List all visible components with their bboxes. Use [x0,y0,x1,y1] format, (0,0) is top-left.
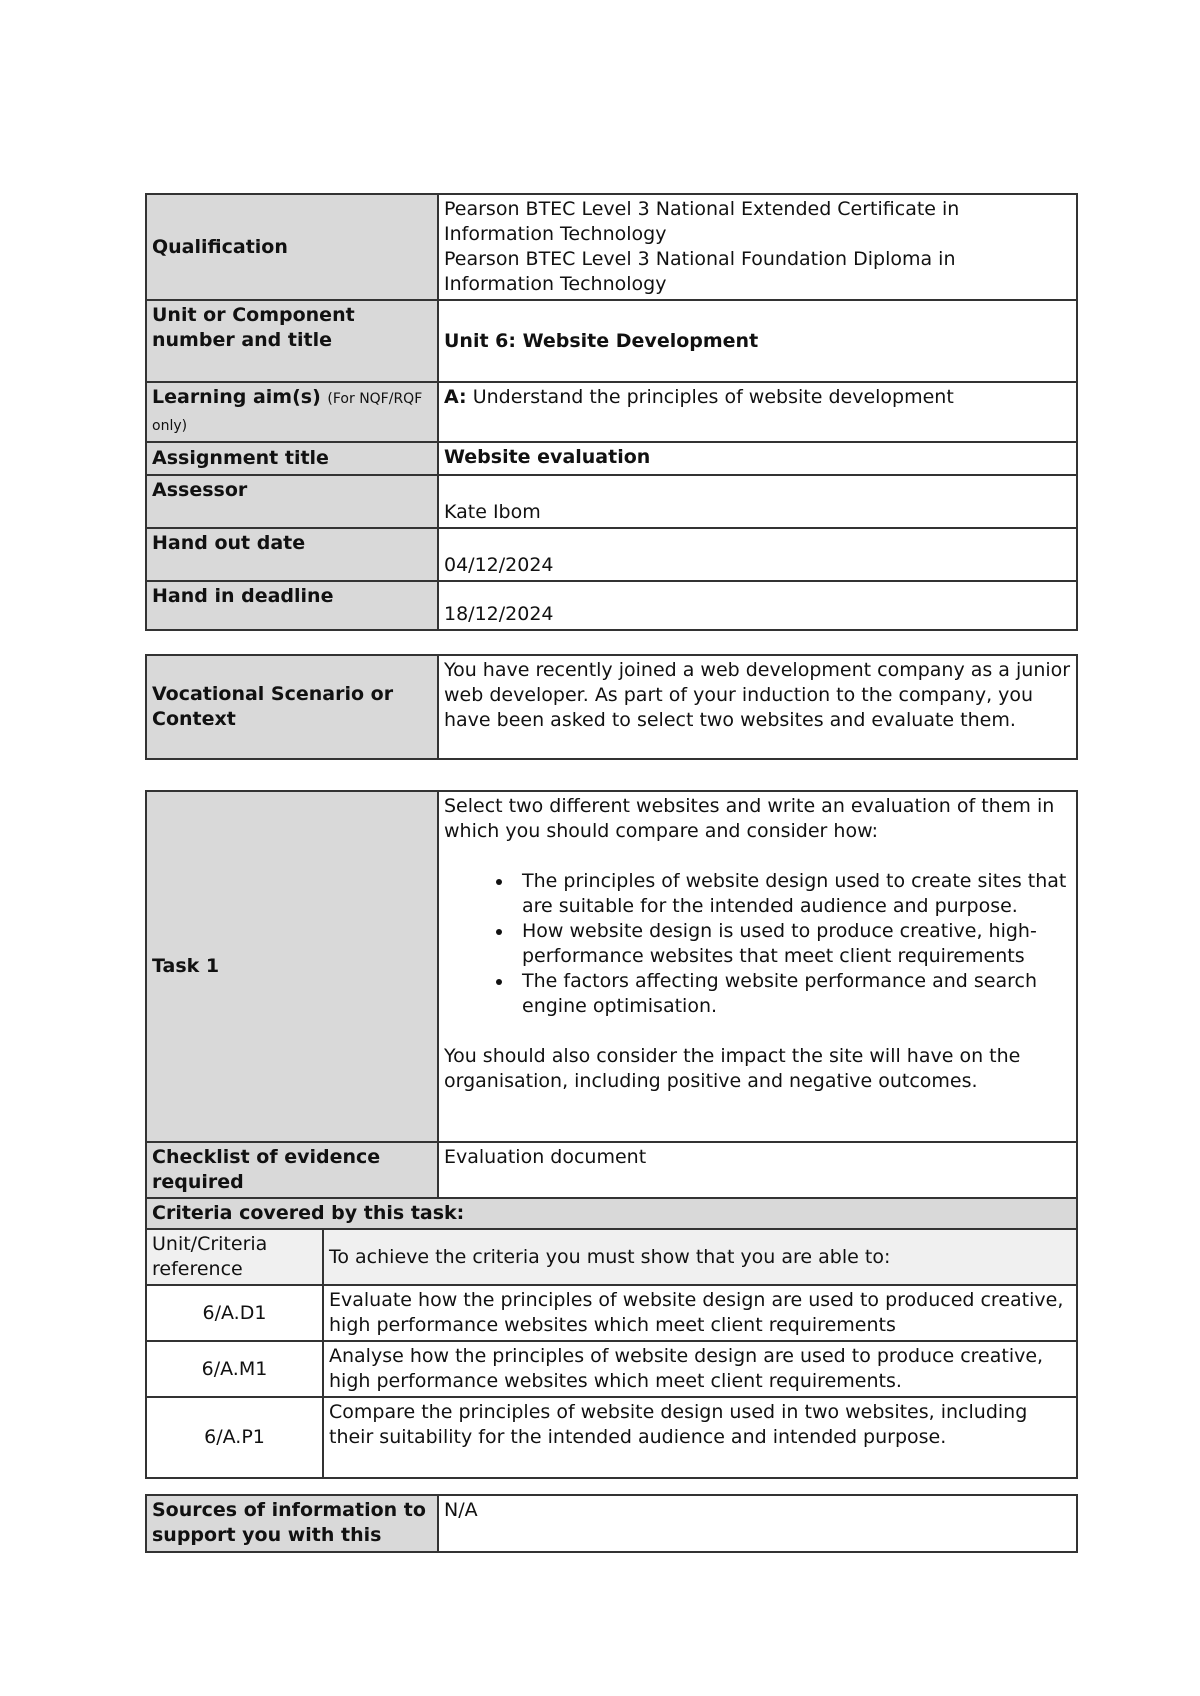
criteria-text: Evaluate how the principles of website design are used to produced creative, high performance websites which meet client requirements [323,1285,1077,1341]
criteria-row [146,1341,1077,1397]
row-hand-in-deadline [146,581,1077,630]
qualification-value [438,194,1077,300]
learning-aim-label-text: Learning aim(s) [152,386,321,408]
assessor-label: Assessor [146,475,438,528]
row-unit [146,300,1077,382]
assignment-title-value: Website evaluation [438,442,1077,475]
checklist-label: Checklist of evidence required [146,1142,438,1198]
criteria-ref: 6/A.D1 [146,1285,323,1341]
learning-aim-prefix: A: [444,386,467,408]
sources-table [145,1494,1078,1553]
unit-value: Unit 6: Website Development [438,300,1077,382]
task-description [438,791,1077,1142]
row-criteria-columns [146,1229,1077,1285]
hand-in-deadline-label: Hand in deadline [146,581,438,630]
learning-aim-value [438,382,1077,442]
learning-aim-note: (For NQF/RQF only) [152,391,423,434]
row-hand-out-date [146,528,1077,581]
row-scenario [146,655,1077,759]
task-outro: You should also consider the impact the site will have on the organisation, including positive and negative outcomes. [444,1045,1021,1092]
criteria-row [146,1397,1077,1478]
row-assessor [146,475,1077,528]
task-label: Task 1 [146,791,438,1142]
task-bullet: • The principles of website design used to create sites that are suitable for the intended audience and purpose. [514,869,1071,919]
qualification-label: Qualification [146,194,438,300]
criteria-header: Criteria covered by this task: [146,1198,1077,1229]
criteria-ref-column-header: Unit/Criteria reference [146,1229,323,1285]
sources-value: N/A [438,1495,1077,1552]
hand-out-date-label: Hand out date [146,528,438,581]
row-task [146,791,1077,1142]
hand-out-date-value: 04/12/2024 [438,528,1077,581]
assessor-value: Kate Ibom [438,475,1077,528]
sources-label: Sources of information to support you with this [146,1495,438,1552]
learning-aim-text: Understand the principles of website development [472,386,954,408]
hand-in-deadline-value: 18/12/2024 [438,581,1077,630]
qualification-line-2: Pearson BTEC Level 3 National Foundation Diploma in Information Technology [444,248,956,295]
row-qualification [146,194,1077,300]
task-bullet-list [444,869,1071,1019]
row-assignment-title [146,442,1077,475]
assignment-title-label: Assignment title [146,442,438,475]
scenario-value: You have recently joined a web development company as a junior web developer. As part of your induction to the company, you have been asked to select two websites and evaluate them. [438,655,1077,759]
criteria-text: Analyse how the principles of website design are used to produce creative, high performance websites which meet client requirements. [323,1341,1077,1397]
scenario-label: Vocational Scenario or Context [146,655,438,759]
criteria-ref: 6/A.P1 [146,1397,323,1478]
task-bullet: • The factors affecting website performance and search engine optimisation. [514,969,1071,1019]
criteria-ref: 6/A.M1 [146,1341,323,1397]
task-table [145,790,1078,1479]
criteria-text-column-header: To achieve the criteria you must show that you are able to: [323,1229,1077,1285]
qualification-line-1: Pearson BTEC Level 3 National Extended Certificate in Information Technology [444,198,960,245]
task-intro: Select two different websites and write an evaluation of them in which you should compare and consider how: [444,795,1055,842]
row-learning-aim [146,382,1077,442]
criteria-text: Compare the principles of website design used in two websites, including their suitability for the intended audience and intended purpose. [323,1397,1077,1478]
row-checklist [146,1142,1077,1198]
unit-label: Unit or Component number and title [146,300,438,382]
learning-aim-label [146,382,438,442]
checklist-value: Evaluation document [438,1142,1077,1198]
scenario-table [145,654,1078,760]
criteria-row [146,1285,1077,1341]
row-sources [146,1495,1077,1552]
row-criteria-header [146,1198,1077,1229]
task-bullet: • How website design is used to produce creative, high-performance websites that meet client requirements [514,919,1071,969]
assignment-details-table [145,193,1078,631]
